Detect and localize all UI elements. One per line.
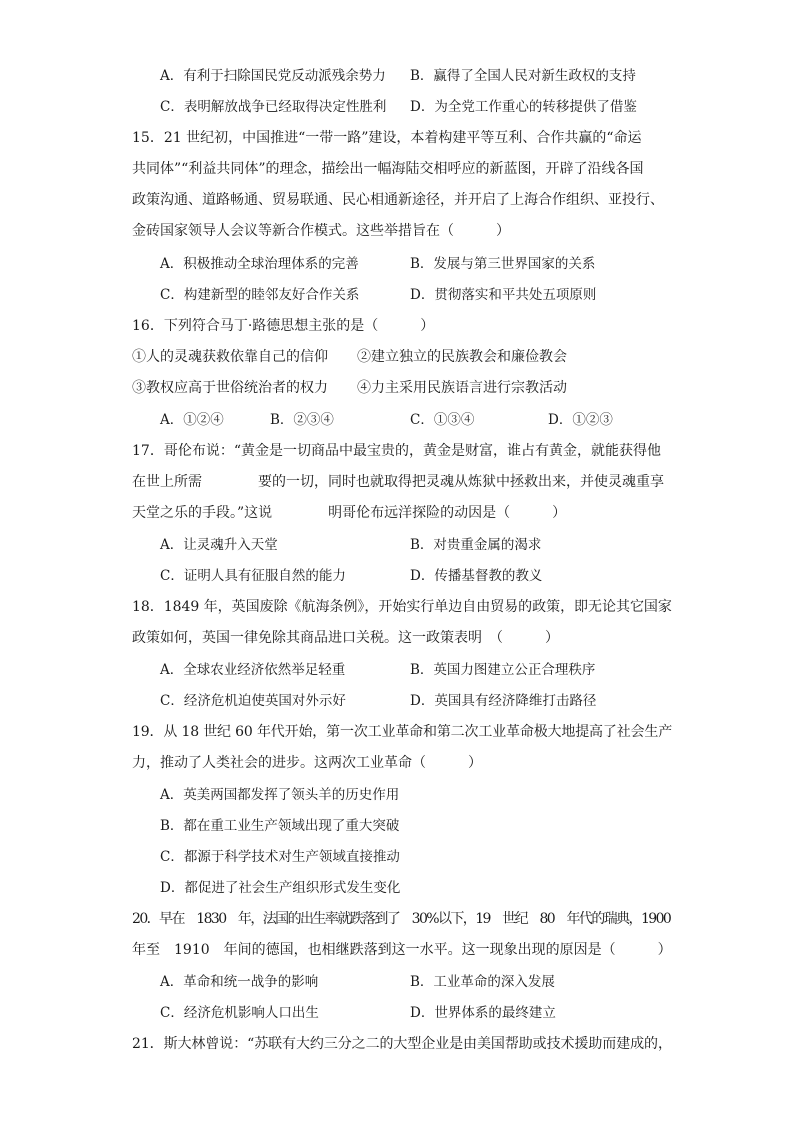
q18-stem-line: 18．1849 年，英国废除《航海条例》，开始实行单边自由贸易的政策，即无论其它国家 (132, 599, 672, 615)
q16-option-a: A．①②④ (160, 412, 224, 428)
q17-option-b: B．对贵重金属的渴求 (410, 537, 542, 553)
q17-stem-line: 17．哥伦布说：“黄金是一切商品中最宝贵的，黄金是财富，谁占有黄金，就能获得他 (132, 443, 661, 459)
q16-item-3: ③教权应高于世俗统治者的权力 (132, 380, 328, 396)
q16-option-b: B．②③④ (270, 412, 334, 428)
q17-stem-line: 在世上所需 要的一切，同时也就取得把灵魂从炼狱中拯救出来，并使灵魂重享 (132, 474, 664, 490)
q19-option-a: A．英美两国都发挥了领头羊的历史作用 (160, 787, 400, 803)
q14-option-d: D．为全党工作重心的转移提供了借鉴 (410, 99, 637, 115)
q14-option-c: C．表明解放战争已经取得决定性胜利 (160, 99, 387, 115)
q15-option-d: D．贯彻落实和平共处五项原则 (410, 287, 597, 303)
q16-item-4: ④力主采用民族语言进行宗教活动 (357, 380, 567, 396)
q20-stem-line: 20．早在 1830 年，法国的出生率就跌落到了 30%以下，19 世纪 80 年代的瑞典，1900 (132, 911, 671, 927)
q15-option-a: A．积极推动全球治理体系的完善 (160, 256, 359, 272)
q19-stem-line: 力，推动了人类社会的进步。这两次工业革命（ ） (132, 755, 482, 771)
q16-option-c: C．①③④ (410, 412, 475, 428)
q19-stem-line: 19．从 18 世纪 60 年代开始，第一次工业革命和第二次工业革命极大地提高了社会生产 (132, 724, 673, 740)
q16-option-d: D．①②③ (548, 412, 613, 428)
q18-stem-line: 政策如何，英国一律免除其商品进口关税。这一政策表明 （ ） (132, 630, 559, 646)
q15-stem-line: 15．21 世纪初，中国推进“一带一路”建设，本着构建平等互利、合作共赢的“命运 (132, 130, 642, 146)
q19-option-d: D．都促进了社会生产组织形式发生变化 (160, 880, 401, 896)
q18-option-b: B．英国力图建立公正合理秩序 (410, 662, 596, 678)
q17-stem-line: 天堂之乐的手段。”这说 明哥伦布远洋探险的动因是（ ） (132, 505, 567, 521)
q15-stem-line: 政策沟通、道路畅通、贸易联通、民心相通新途径，并开启了上海合作组织、亚投行、 (132, 192, 664, 208)
q18-option-c: C．经济危机迫使英国对外示好 (160, 693, 346, 709)
q20-option-c: C．经济危机影响人口出生 (160, 1005, 319, 1021)
q15-option-c: C．构建新型的睦邻友好合作关系 (160, 287, 360, 303)
q14-option-b: B．赢得了全国人民对新生政权的支持 (410, 68, 636, 84)
q18-option-d: D．英国具有经济降维打击路径 (410, 693, 597, 709)
q15-stem-line: 共同体”“利益共同体”的理念，描绘出一幅海陆交相呼应的新蓝图，开辟了沿线各国 (132, 161, 644, 177)
q18-option-a: A．全球农业经济依然举足轻重 (160, 662, 346, 678)
q14-option-a: A．有利于扫除国民党反动派残余势力 (160, 68, 386, 84)
q16-stem-line: 16．下列符合马丁·路德思想主张的是（ ） (132, 318, 435, 334)
q17-option-a: A．让灵魂升入天堂 (160, 537, 278, 553)
q17-option-d: D．传播基督教的教义 (410, 568, 543, 584)
q16-item-2: ②建立独立的民族教会和廉俭教会 (357, 349, 567, 365)
q15-stem-line: 金砖国家领导人会议等新合作模式。这些举措旨在（ ） (132, 223, 510, 239)
q15-option-b: B．发展与第三世界国家的关系 (410, 256, 596, 272)
q17-option-c: C．证明人具有征服自然的能力 (160, 568, 346, 584)
q16-item-1: ①人的灵魂获救依靠自己的信仰 (132, 349, 328, 365)
q19-option-c: C．都源于科学技术对生产领域直接推动 (160, 849, 400, 865)
q20-option-b: B．工业革命的深入发展 (410, 974, 555, 990)
q21-stem-line: 21．斯大林曾说：“苏联有大约三分之二的大型企业是由美国帮助或技术援助而建成的， (132, 1036, 672, 1052)
q20-option-d: D．世界体系的最终建立 (410, 1005, 556, 1021)
q20-stem-line: 年至 1910 年间的德国，也相继跌落到这一水平。这一现象出现的原因是（ ） (132, 942, 672, 958)
q20-option-a: A．革命和统一战争的影响 (160, 974, 319, 990)
q19-option-b: B．都在重工业生产领域出现了重大突破 (160, 818, 400, 834)
